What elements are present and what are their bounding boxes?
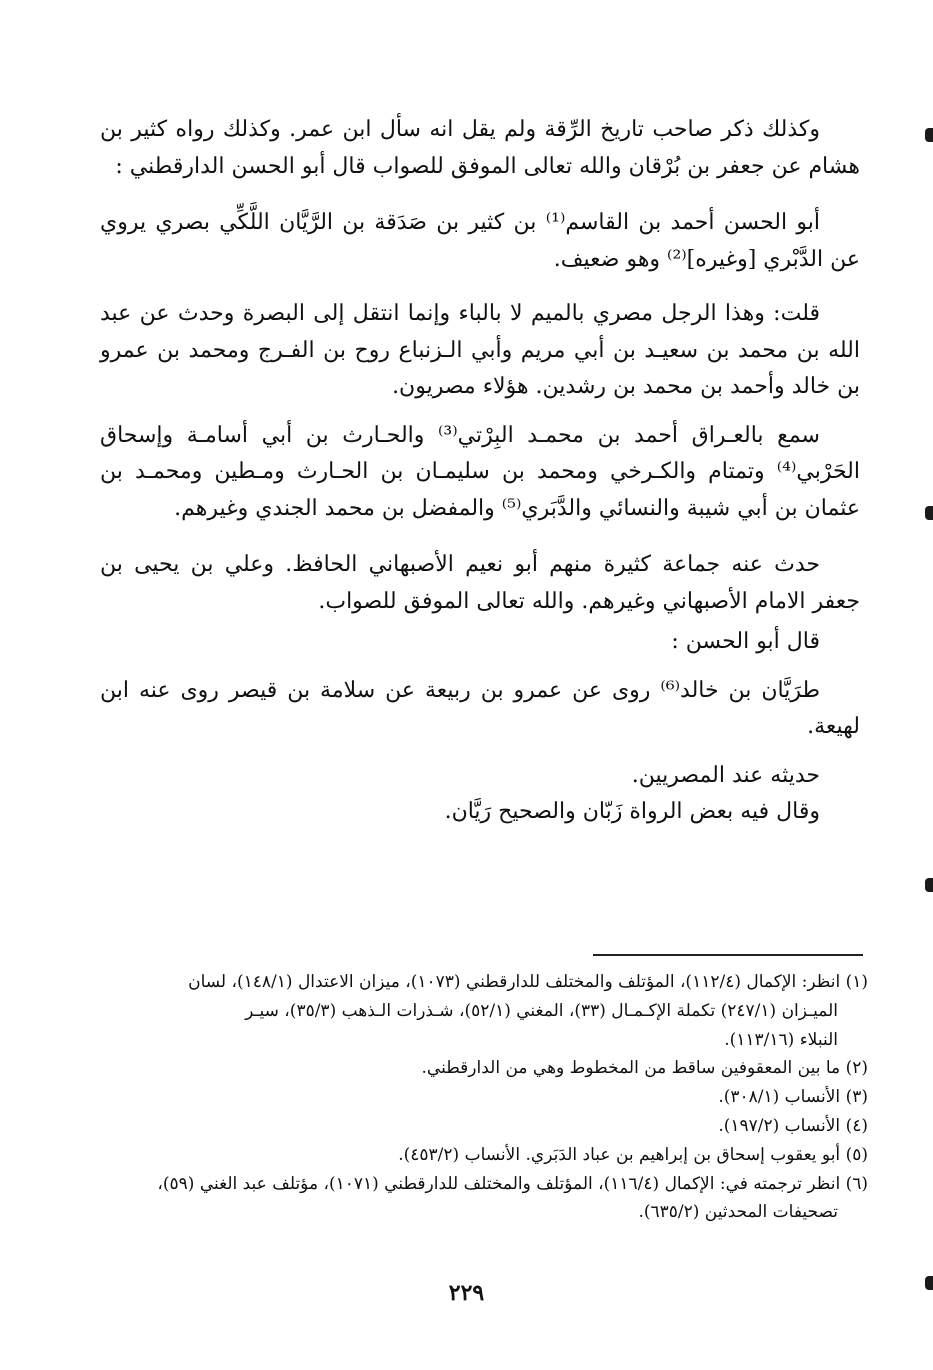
footnote-text: أبو يعقوب إسحاق بن إبراهيم بن عباد الدَبَري. الأنساب (٤٥٣/٢). xyxy=(398,1144,841,1165)
footnote-separator xyxy=(593,954,863,956)
binding-mark xyxy=(925,128,933,142)
footnote-number: (٦) xyxy=(845,1173,868,1194)
footnote-number: (٢) xyxy=(845,1058,868,1079)
footnote xyxy=(106,1170,868,1199)
paragraph: حديثه عند المصريين. xyxy=(631,762,820,788)
footnote-number: (٣) xyxy=(845,1087,868,1108)
paragraph: قال أبو الحسن : xyxy=(671,629,820,654)
paragraph: قلت: وهذا الرجل مصري بالميم لا بالباء وإنما انتقل إلى البصرة وحدث عن عبد الله بن محمد بن سعيـد بن أبي مريم وأبي الـزنباع روح بن الفـرج ومحمد بن عمرو بن خالد وأحمد بن محمد بن رشدين. هؤلاء مصريون. xyxy=(100,301,860,399)
binding-mark xyxy=(925,506,933,520)
paragraph: طرَيَّان بن خالد⁽⁶⁾ روى عن عمرو بن ربيعة عن سلامة بن قيصر روى عنه ابن لهيعة. xyxy=(100,677,860,739)
paragraph: حدث عنه جماعة كثيرة منهم أبو نعيم الأصبهاني الحافظ. وعلي بن يحيى بن جعفر الامام الأصبهاني وغيرهم. والله تعالى الموفق للصواب. xyxy=(100,552,860,614)
footnote-continuation: الميـزان (٢٤٧/١) تكملة الإكـمـال (٣٣)، المغني (٥٢/١)، شـذرات الـذهب (٣٥/٣)، سيـر xyxy=(245,1000,838,1021)
footnote-text: انظر: الإكمال (١١٢/٤)، المؤتلف والمختلف للدارقطني (١٠٧٣)، ميزان الاعتدال (١٤٨/١)، لسان xyxy=(188,972,841,992)
footnotes xyxy=(106,968,868,1227)
binding-mark xyxy=(925,878,933,892)
footnote-number: (٥) xyxy=(845,1144,868,1165)
paragraph: سمع بالعـراق أحمد بن محمـد البِرْتي⁽³⁾ والحـارث بن أبي أسامـة وإسحاق الحَرْبي⁽⁴⁾ وتمتام والكـرخي ومحمد بن سليمـان بن الحـارث ومـطين ومحمـد بن عثمان بن أبي شيبة والنسائي والدَّبَري⁽⁵⁾ والمفضل بن محمد الجندي وغيرهم. xyxy=(100,422,860,521)
footnote xyxy=(106,1054,868,1083)
paragraph: أبو الحسن أحمد بن القاسم⁽¹⁾ بن كثير بن صَدَقة بن الرَّيَّان اللَّكِّي بصري يروي عن الدَّبْري [وغيره]⁽²⁾ وهو ضعيف. xyxy=(100,210,860,272)
footnote xyxy=(106,1083,868,1112)
footnote-text: ما بين المعقوفين ساقط من المخطوط وهي من الدارقطني. xyxy=(421,1058,841,1079)
footnote-continuation: النبلاء (١١٣/١٦). xyxy=(724,1029,838,1050)
paragraph: وكذلك ذكر صاحب تاريخ الرِّقة ولم يقل انه سأل ابن عمر. وكذلك رواه كثير بن هشام عن جعفر بن بُرْقان والله تعالى الموفق للصواب قال أبو الحسن الدارقطني : xyxy=(100,117,860,179)
footnote-text: الأنساب (٣٠٨/١). xyxy=(718,1087,841,1108)
footnote-text: انظر ترجمته في: الإكمال (١١٦/٤)، المؤتلف والمختلف للدارقطني (١٠٧١)، مؤتلف عبد الغني (٥٩)، xyxy=(157,1173,841,1194)
footnote xyxy=(106,968,868,997)
paragraph: وقال فيه بعض الرواة زَبّان والصحيح رَيَّان. xyxy=(444,799,820,824)
main-text xyxy=(100,112,860,831)
footnote-number: (٤) xyxy=(845,1115,868,1136)
page-number: ٢٢٩ xyxy=(448,1280,485,1306)
binding-mark xyxy=(925,1276,933,1290)
footnote-number: (١) xyxy=(845,972,868,992)
footnote-continuation: تصحيفات المحدثين (٦٣٥/٢). xyxy=(638,1202,838,1223)
footnote-text: الأنساب (١٩٧/٢). xyxy=(718,1115,841,1136)
footnote xyxy=(106,1112,868,1141)
footnote xyxy=(106,1141,868,1170)
